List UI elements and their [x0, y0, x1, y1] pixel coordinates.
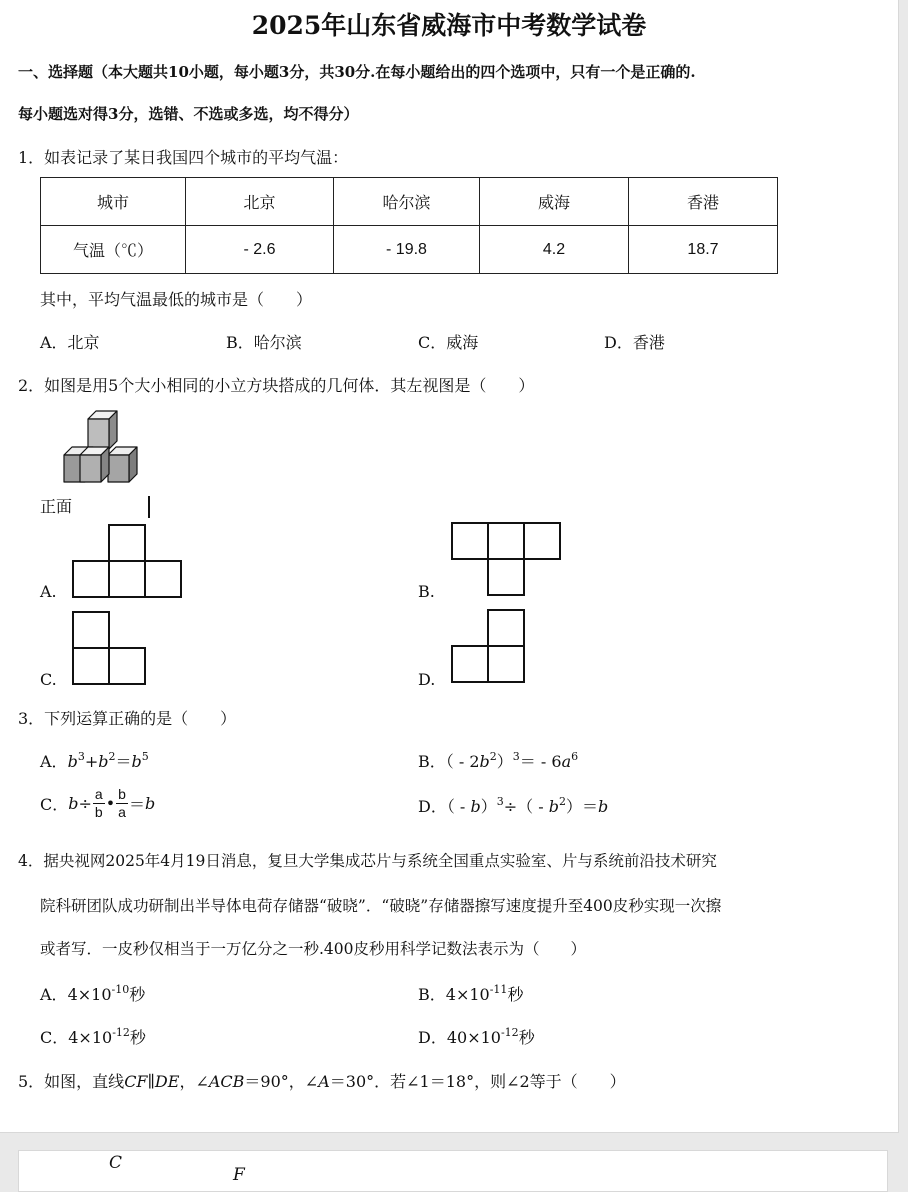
- figure-label-c: C: [109, 1153, 123, 1173]
- q2-option-c-label: C.: [40, 670, 57, 689]
- q2-option-c-figure[interactable]: [72, 610, 148, 688]
- q4-line2: 院科研团队成功研制出半导体电荷存储器“破晓”．“破晓”存储器擦写速度提升至400皮秒实现一次擦: [40, 897, 722, 915]
- q2-option-b-label: B.: [418, 582, 435, 601]
- table-cell: 城市: [41, 178, 186, 226]
- table-cell: 哈尔滨: [334, 178, 480, 226]
- text-cursor: [148, 496, 150, 518]
- table-cell: 威海: [480, 178, 629, 226]
- table-row: [41, 178, 778, 226]
- q3-stem: 3．下列运算正确的是（ ）: [18, 709, 237, 728]
- q2-option-d-figure[interactable]: [450, 608, 530, 688]
- q2-option-b-figure[interactable]: [450, 521, 564, 599]
- q1-stem: 1．如表记录了某日我国四个城市的平均气温：: [18, 148, 349, 167]
- section-header-line1: 一、选择题（本大题共10小题，每小题3分，共30分.在每小题给出的四个选项中，只有一个是正确的.: [18, 63, 696, 81]
- q4-option-b: B．$4\times 10^{-11}$秒: [418, 983, 524, 1004]
- q2-option-a-label: A.: [40, 582, 57, 601]
- q4-option-c: C．$4\times 10^{-12}$秒: [40, 1026, 146, 1047]
- exam-title: 2025年山东省威海市中考数学试卷: [251, 11, 647, 40]
- table-cell: - 19.8: [334, 226, 480, 274]
- section-header-line2: 每小题选对得3分，选错、不选或多选，均不得分）: [18, 105, 359, 123]
- q5-stem: 5．如图，直线CF∥DE，∠ACB＝90°，∠A＝30°．若∠1＝18°，则∠2等于（ ）: [18, 1072, 626, 1091]
- q4-line3: 或者写．一皮秒仅相当于一万亿分之一秒.400皮秒用科学记数法表示为（ ）: [40, 940, 587, 958]
- table-cell: 香港: [629, 178, 778, 226]
- table-cell: - 2.6: [186, 226, 334, 274]
- q4-line1: 4．据央视网2025年4月19日消息，复旦大学集成芯片与系统全国重点实验室、片与系统前沿技术研究: [18, 852, 717, 870]
- figure-label-f: F: [233, 1165, 245, 1185]
- q1-option-b: B．哈尔滨: [226, 333, 302, 352]
- table-cell: 4.2: [480, 226, 629, 274]
- next-page-strip: [18, 1150, 888, 1192]
- table-row: [41, 226, 778, 274]
- table-cell: 18.7: [629, 226, 778, 274]
- table-cell: 北京: [186, 178, 334, 226]
- temperature-table: [40, 177, 778, 274]
- q4-option-d: D．$40\times 10^{-12}$秒: [418, 1026, 535, 1047]
- q1-follow: 其中，平均气温最低的城市是（ ）: [40, 290, 313, 309]
- q1-option-c: C．威海: [418, 333, 479, 352]
- fraction-b-over-a: $\frac{b}{a}$: [118, 786, 126, 820]
- q2-stem: 2．如图是用5个大小相同的小立方块搭成的几何体．其左视图是（ ）: [18, 376, 535, 395]
- q4-option-a: A．$4\times 10^{-10}$秒: [40, 983, 146, 1004]
- q1-option-a: A．北京: [40, 333, 100, 352]
- q1-option-d: D．香港: [604, 333, 665, 352]
- q3-option-a: A．$b^3+b^2=b^5$: [40, 750, 149, 771]
- q3-option-c: C．b÷ $\frac{a}{b}$ • $\frac{b}{a}$ ＝b: [40, 786, 156, 820]
- fraction-a-over-b: $\frac{a}{b}$: [94, 786, 103, 820]
- front-view-label: 正面: [40, 497, 73, 516]
- q3-option-b: B．（ - $2b^2)^3= - 6a^6$: [418, 750, 579, 771]
- cube-solid-figure: [60, 410, 144, 490]
- q2-option-d-label: D.: [418, 670, 436, 689]
- q2-option-a-figure[interactable]: [72, 523, 184, 601]
- table-cell: 气温（℃）: [41, 226, 186, 274]
- q3-option-d: D．（ - $b)^3\div( - b^2)=b$: [418, 795, 609, 816]
